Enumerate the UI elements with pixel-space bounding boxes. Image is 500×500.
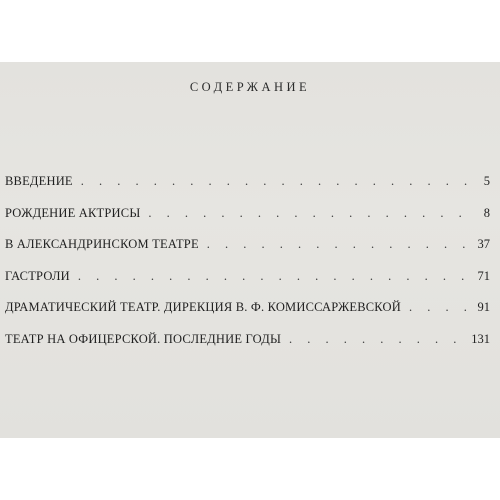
toc-entry-page: 5 xyxy=(483,174,490,188)
toc-entry xyxy=(5,237,490,269)
toc-entry-page: 37 xyxy=(477,237,490,251)
dot-leader xyxy=(78,269,472,284)
dot-leader xyxy=(207,237,472,252)
page-title: СОДЕРЖАНИЕ xyxy=(189,80,311,94)
toc-entry xyxy=(5,206,490,238)
toc-entry-page: 131 xyxy=(471,331,490,346)
book-page xyxy=(0,62,500,438)
toc-entry-page: 91 xyxy=(477,300,490,314)
toc-entry xyxy=(5,174,490,206)
toc-entry xyxy=(5,332,490,364)
toc-entry-title: ДРАМАТИЧЕСКИЙ ТЕАТР. ДИРЕКЦИЯ В. Ф. КОМИССАРЖЕВСКОЙ xyxy=(5,300,401,314)
toc-entry xyxy=(5,300,490,332)
toc-entry-title: ГАСТРОЛИ xyxy=(5,268,70,283)
toc-entry-title: В АЛЕКСАНДРИНСКОМ ТЕАТРЕ xyxy=(5,237,199,251)
toc-entry-page: 8 xyxy=(483,205,490,220)
dot-leader xyxy=(289,332,465,347)
dot-leader xyxy=(409,300,472,315)
dot-leader xyxy=(81,174,472,189)
toc-entry-title: РОЖДЕНИЕ АКТРИСЫ xyxy=(5,205,141,220)
toc-entry-title: ВВЕДЕНИЕ xyxy=(5,174,73,188)
table-of-contents xyxy=(5,174,490,363)
toc-entry-page: 71 xyxy=(477,268,490,283)
toc-entry-title: ТЕАТР НА ОФИЦЕРСКОЙ. ПОСЛЕДНИЕ ГОДЫ xyxy=(5,331,282,346)
dot-leader xyxy=(148,206,472,221)
toc-entry xyxy=(5,269,490,301)
